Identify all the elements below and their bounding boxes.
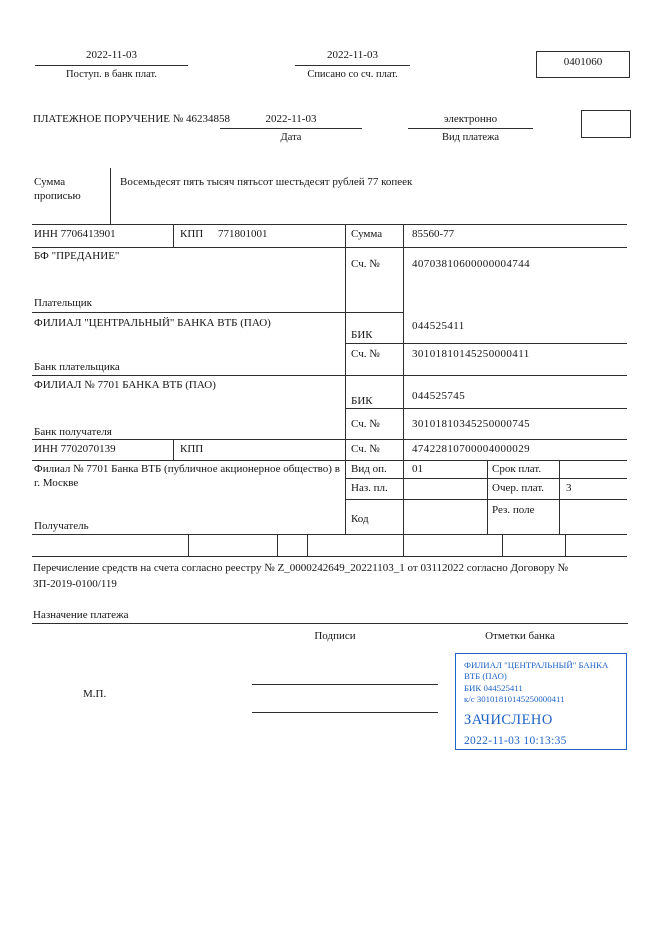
amount-label: Сумма <box>351 228 383 240</box>
vid-op-label: Вид оп. <box>351 463 387 475</box>
received-date-label: Поступ. в банк плат. <box>66 69 157 80</box>
stamp-status: ЗАЧИСЛЕНО <box>464 711 553 728</box>
table-line <box>345 478 627 479</box>
payee-bank-account: 30101810345250000745 <box>412 418 530 430</box>
table-line <box>307 534 308 556</box>
table-line <box>32 312 403 313</box>
payee-kpp-label: КПП <box>180 443 204 455</box>
purpose-text: Перечисление средств на счета согласно реестру № Z_0000242649_20221103_1 от 03112022 согласно Договору № ЗП-2019-0100/119 <box>33 562 568 590</box>
table-line <box>565 534 566 556</box>
stamp-bank-name-line1: ФИЛИАЛ "ЦЕНТРАЛЬНЫЙ" БАНКА <box>464 660 609 670</box>
payee-name: Филиал № 7701 Банка ВТБ (публичное акционерное общество) в г. Москве <box>34 463 340 489</box>
payer-bank-bik-label: БИК <box>351 329 373 341</box>
table-line <box>403 224 404 534</box>
table-line <box>345 408 627 409</box>
naz-pl-label: Наз. пл. <box>351 482 388 494</box>
kod-label: Код <box>351 513 369 525</box>
payer-bank-account: 30101810145250000411 <box>412 348 530 360</box>
document-title: ПЛАТЕЖНОЕ ПОРУЧЕНИЕ № 46234858 <box>33 113 231 125</box>
payer-inn: ИНН 7706413901 <box>34 228 116 240</box>
table-line <box>32 460 627 461</box>
payer-bank-name: ФИЛИАЛ "ЦЕНТРАЛЬНЫЙ" БАНКА ВТБ (ПАО) <box>34 317 271 329</box>
payee-inn: ИНН 7702070139 <box>34 443 116 455</box>
rez-pole-label: Рез. поле <box>492 504 535 516</box>
table-line <box>277 534 278 556</box>
mp-label: М.П. <box>83 688 107 700</box>
payer-kpp: 771801001 <box>218 228 268 240</box>
debited-date: 2022-11-03 <box>327 49 378 61</box>
payee-account: 47422810700004000029 <box>412 443 530 455</box>
stamp-bank-name-line2: ВТБ (ПАО) <box>464 671 507 682</box>
stamp-bik: БИК 044525411 <box>464 682 523 693</box>
table-line <box>487 460 488 534</box>
table-line <box>110 168 111 224</box>
amount-words-value: Восемьдесят пять тысяч пятьсот шестьдесят рублей 77 копеек <box>120 176 413 188</box>
table-line <box>32 247 627 248</box>
stamp-corr-account: к/с 30101810145250000411 <box>464 694 565 705</box>
table-line <box>173 439 174 460</box>
payment-type: электронно <box>443 113 498 125</box>
form-code-box <box>536 51 630 78</box>
ocher-plat-label: Очер. плат. <box>492 482 545 494</box>
purpose-label: Назначение платежа <box>33 609 129 621</box>
amount-words-label: Сумма прописью <box>34 176 81 202</box>
payer-account: 40703810600000004744 <box>412 258 530 270</box>
bank-stamp <box>455 653 627 750</box>
table-line <box>32 224 627 225</box>
table-line <box>32 439 627 440</box>
table-line <box>559 460 560 534</box>
table-line <box>188 534 189 556</box>
table-line <box>32 534 627 535</box>
document-date-label: Дата <box>280 132 302 143</box>
payee-bank-account-label: Сч. № <box>351 418 380 430</box>
payee-section-label: Получатель <box>34 520 89 532</box>
payee-bank-name: ФИЛИАЛ № 7701 БАНКА ВТБ (ПАО) <box>34 379 216 391</box>
table-line <box>173 224 174 247</box>
payee-bank-bik: 044525745 <box>412 390 466 402</box>
debited-date-underline <box>295 65 410 66</box>
table-line <box>403 534 404 556</box>
table-line <box>32 556 627 557</box>
payer-bank-bik: 044525411 <box>412 320 465 332</box>
payer-bank-account-label: Сч. № <box>351 348 380 360</box>
payee-bank-bik-label: БИК <box>351 395 373 407</box>
signatures-label: Подписи <box>314 630 356 642</box>
bank-marks-label: Отметки банка <box>485 630 555 642</box>
received-date-underline <box>35 65 188 66</box>
payer-name: БФ "ПРЕДАНИЕ" <box>34 250 120 262</box>
document-date-underline <box>220 128 362 129</box>
form-code: 0401060 <box>563 56 603 68</box>
table-line <box>502 534 503 556</box>
amount-value: 85560-77 <box>412 228 455 240</box>
signature-line <box>252 684 438 685</box>
payer-account-label: Сч. № <box>351 258 380 270</box>
document-date: 2022-11-03 <box>265 113 317 125</box>
signature-line <box>252 712 438 713</box>
payment-type-underline <box>408 128 533 129</box>
table-line <box>345 224 346 534</box>
payer-kpp-label: КПП <box>180 228 204 240</box>
payment-type-label: Вид платежа <box>441 132 499 143</box>
table-line <box>345 499 627 500</box>
payer-section-label: Плательщик <box>34 297 92 309</box>
srok-plat-label: Срок плат. <box>492 463 542 475</box>
payer-bank-section-label: Банк плательщика <box>34 361 120 373</box>
payee-bank-section-label: Банк получателя <box>34 426 112 438</box>
purpose-underline <box>32 623 628 624</box>
debited-date-label: Списано со сч. плат. <box>307 69 398 80</box>
vid-op-value: 01 <box>412 463 423 475</box>
status-box-empty <box>581 110 631 138</box>
received-date: 2022-11-03 <box>86 49 137 61</box>
table-line <box>345 343 627 344</box>
ocher-plat-value: 3 <box>566 482 572 494</box>
payee-account-label: Сч. № <box>351 443 380 455</box>
table-line <box>32 375 627 376</box>
stamp-datetime: 2022-11-03 10:13:35 <box>464 734 567 747</box>
